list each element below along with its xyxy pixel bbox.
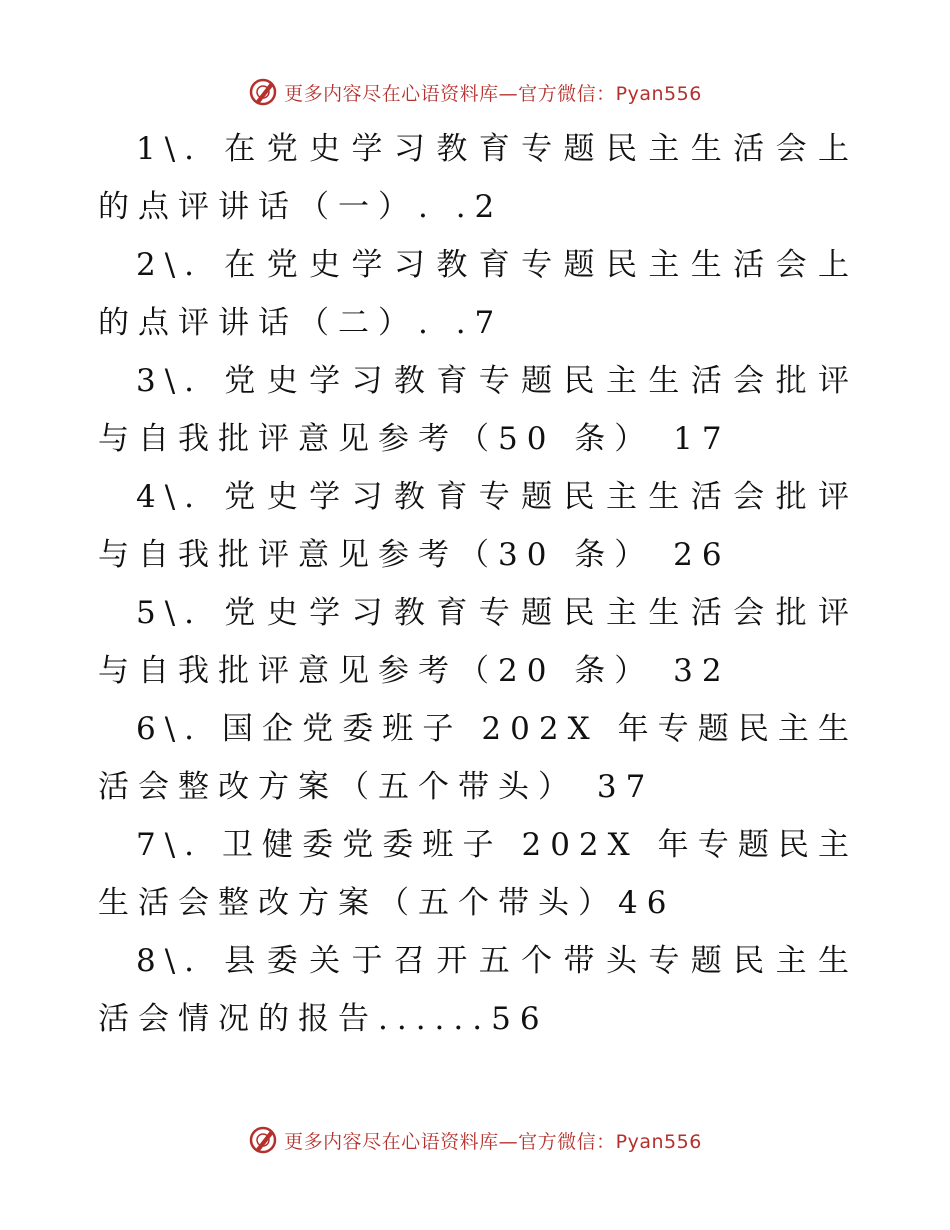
toc-item-5[interactable]: 5\. 党史学习教育专题民主生活会批评与自我批评意见参考（20 条） 32 — [98, 595, 858, 689]
toc-item-1[interactable]: 1\. 在党史学习教育专题民主生活会上的点评讲话（一）. .2 — [98, 131, 858, 225]
pen-logo-icon — [248, 1125, 278, 1155]
pen-logo-icon — [248, 77, 278, 107]
toc-item-6[interactable]: 6\. 国企党委班子 202X 年专题民主生活会整改方案（五个带头） 37 — [98, 711, 858, 805]
footer-banner — [0, 1120, 950, 1160]
toc-item-4[interactable]: 4\. 党史学习教育专题民主生活会批评与自我批评意见参考（30 条） 26 — [98, 479, 858, 573]
toc-item-7[interactable]: 7\. 卫健委党委班子 202X 年专题民主生活会整改方案（五个带头）46 — [98, 827, 858, 921]
toc-item-3[interactable]: 3\. 党史学习教育专题民主生活会批评与自我批评意见参考（50 条） 17 — [98, 363, 858, 457]
toc-item-8[interactable]: 8\. 县委关于召开五个带头专题民主生活会情况的报告......56 — [98, 943, 858, 1037]
toc-item-2[interactable]: 2\. 在党史学习教育专题民主生活会上的点评讲话（二）. .7 — [98, 247, 858, 341]
footer-banner-text: 更多内容尽在心语资料库—官方微信：Pyan556 — [284, 1130, 702, 1153]
header-banner — [0, 72, 950, 112]
header-banner-text: 更多内容尽在心语资料库—官方微信：Pyan556 — [284, 82, 702, 105]
table-of-contents — [98, 120, 858, 1048]
